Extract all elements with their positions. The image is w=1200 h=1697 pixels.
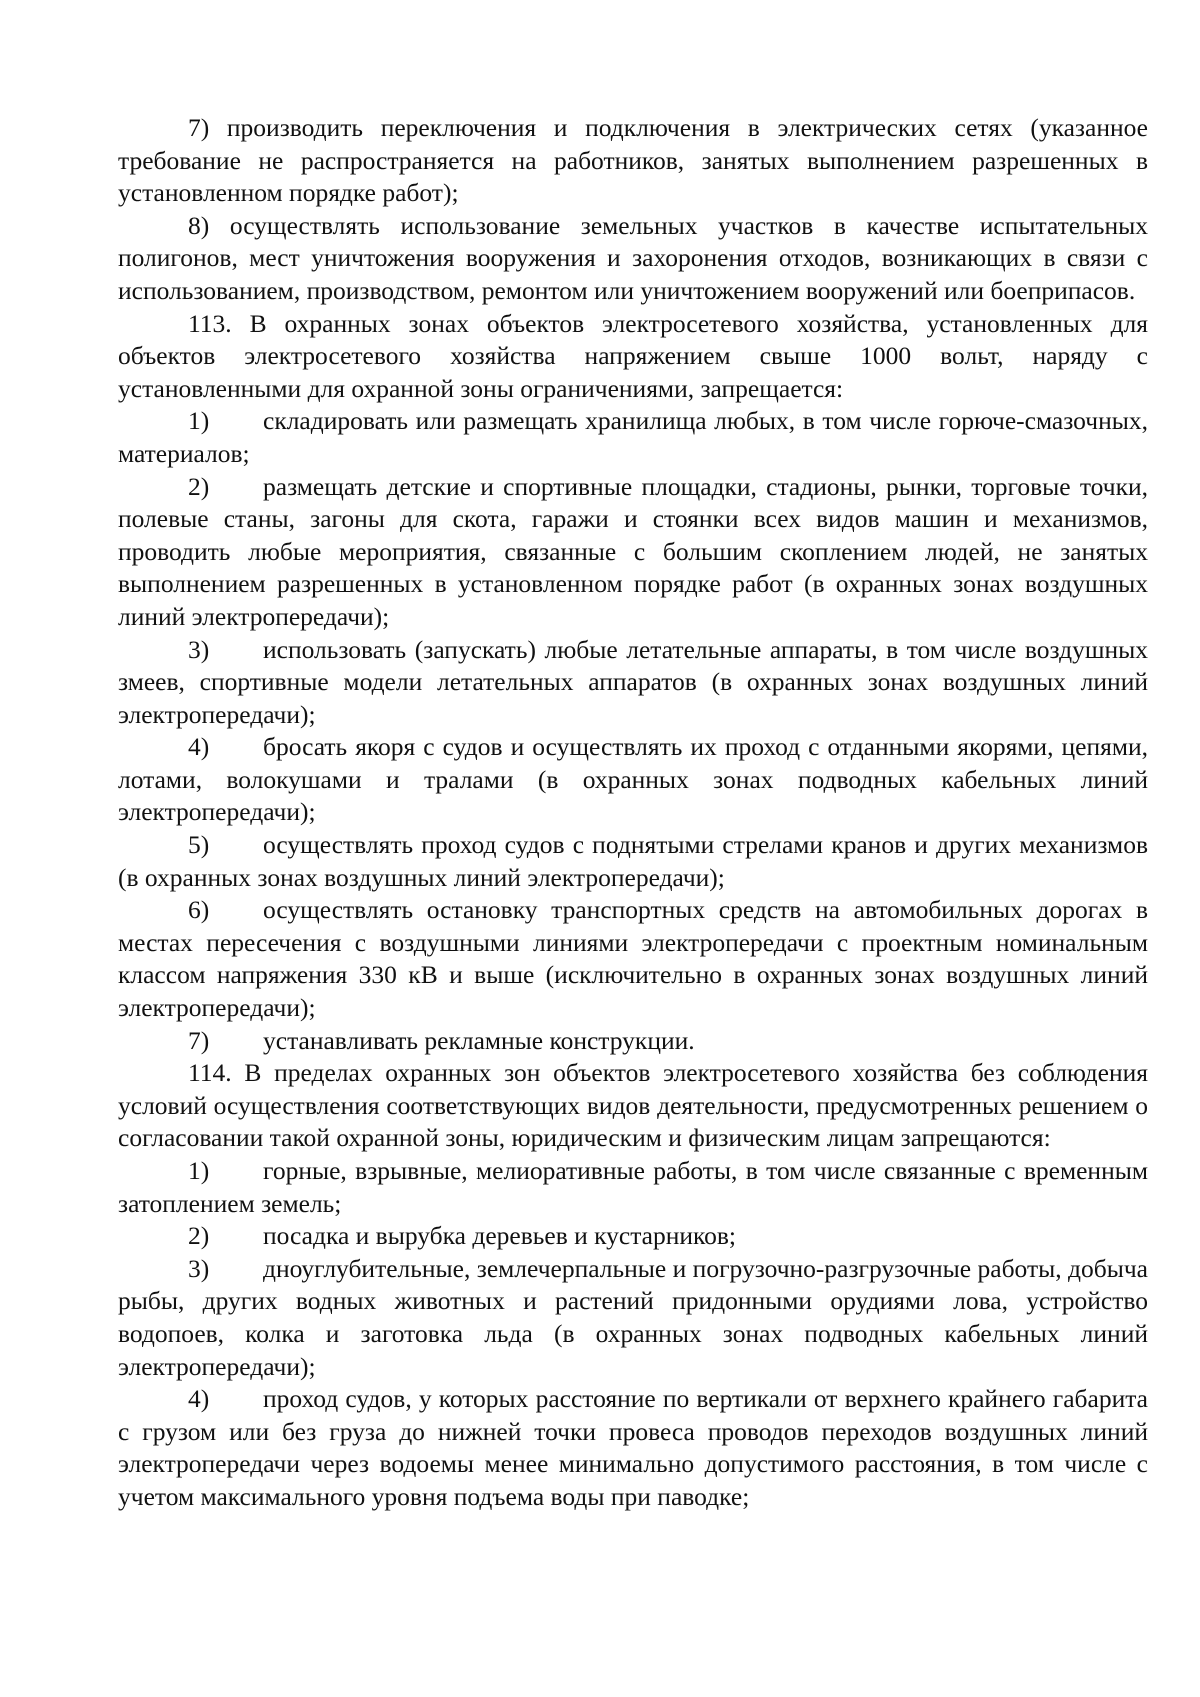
list-item-number: 2) — [188, 1221, 210, 1251]
list-item — [118, 731, 1148, 829]
list-item-text: проход судов, у которых расстояние по вертикали от верхнего крайнего габарита с грузом или без груза до нижней точки провеса проводов переходов воздушных линий электропередачи через водоемы менее минимально допустимого расстояния, в том числе с учетом максимального уровня подъема воды при паводке; — [118, 1384, 1148, 1511]
list-item-number: 1) — [188, 406, 210, 436]
list-item-text: размещать детские и спортивные площадки, стадионы, рынки, торговые точки, полевые станы, загоны для скота, гаражи и стоянки всех видов машин и механизмов, проводить любые мероприятия, связанные с большим скоплением людей, не занятых выполнением разрешенных в установленном порядке работ (в охранных зонах воздушных линий электропередачи); — [118, 471, 1148, 631]
list-item — [118, 471, 1148, 634]
list-item-text: складировать или размещать хранилища любых, в том числе горюче-смазочных, материалов; — [118, 406, 1148, 468]
list-item-text: осуществлять остановку транспортных средств на автомобильных дорогах в местах пересечения с воздушными линиями электропередачи с проектным номинальным классом напряжения 330 кВ и выше (исключительно в охранных зонах воздушных линий электропередачи); — [118, 895, 1148, 1023]
list-item — [118, 1253, 1148, 1383]
list-item-text: посадка и вырубка деревьев и кустарников; — [263, 1221, 737, 1251]
list-item — [118, 1383, 1148, 1513]
list-item-number: 6) — [188, 895, 210, 925]
document-page — [118, 112, 1148, 1514]
list-item-number: 4) — [188, 732, 210, 762]
list-item-text: дноуглубительные, землечерпальные и погрузочно-разгрузочные работы, добыча рыбы, других водных животных и растений придонными орудиями лова, устройство водопоев, колка и заготовка льда (в охранных зонах подводных кабельных линий электропередачи); — [118, 1253, 1148, 1381]
list-item-number: 4) — [188, 1384, 210, 1414]
list-item-text: использовать (запускать) любые летательные аппараты, в том числе воздушных змеев, спортивные модели летательных аппаратов (в охранных зонах воздушных линий электропередачи); — [118, 634, 1148, 729]
paragraph-item-8: 8) осуществлять использование земельных участков в качестве испытательных полигонов, мест уничтожения вооружения и захоронения отходов, возникающих в связи с использованием, производством, ремонтом или уничтожением вооружений или боеприпасов. — [118, 210, 1148, 305]
list-item-number: 2) — [188, 471, 210, 501]
list-item-number: 3) — [188, 634, 210, 664]
list-item-number: 5) — [188, 830, 210, 860]
list-item-text: бросать якоря с судов и осуществлять их проход с отданными якорями, цепями, лотами, волокушами и тралами (в охранных зонах подводных кабельных линий электропередачи); — [118, 732, 1148, 827]
list-item — [118, 634, 1148, 732]
list-item-text: устанавливать рекламные конструкции. — [263, 1025, 695, 1055]
paragraph-item-7: 7) производить переключения и подключения в электрических сетях (указанное требование не распространяется на работников, занятых выполнением разрешенных в установленном порядке работ); — [118, 113, 1148, 208]
paragraph-114: 114. В пределах охранных зон объектов электросетевого хозяйства без соблюдения условий осуществления соответствующих видов деятельности, предусмотренных решением о согласовании такой охранной зоны, юридическим и физическим лицам запрещаются: — [118, 1058, 1148, 1153]
list-item — [118, 829, 1148, 894]
list-item-text: осуществлять проход судов с поднятыми стрелами кранов и других механизмов (в охранных зонах воздушных линий электропередачи); — [118, 830, 1148, 892]
list-item-text: горные, взрывные, мелиоративные работы, в том числе связанные с временным затоплением земель; — [118, 1156, 1148, 1218]
list-item-number: 7) — [188, 1025, 210, 1055]
list-item-number: 1) — [188, 1156, 210, 1185]
list-item — [118, 1220, 1148, 1253]
list-item — [118, 894, 1148, 1024]
list-item — [118, 1025, 1148, 1058]
list-item — [118, 1155, 1148, 1220]
list-item — [118, 405, 1148, 470]
list-item-number: 3) — [188, 1253, 210, 1283]
paragraph-113: 113. В охранных зонах объектов электросетевого хозяйства, установленных для объектов электросетевого хозяйства напряжением свыше 1000 вольт, наряду с установленными для охранной зоны ограничениями, запрещается: — [118, 308, 1148, 403]
